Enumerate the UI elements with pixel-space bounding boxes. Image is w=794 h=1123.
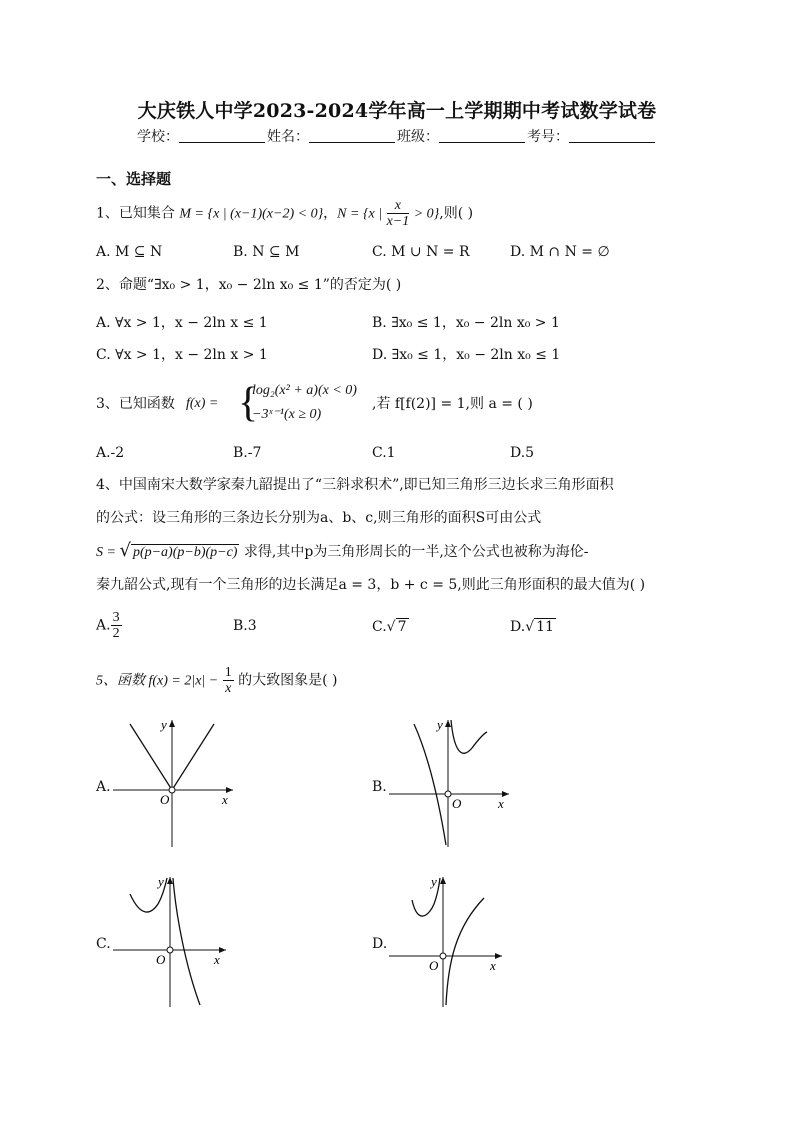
q5-graph-c[interactable] [108,872,248,1012]
q4-option-d-sqrt: √ [525,619,535,635]
q5-graph-b[interactable] [384,712,524,852]
q5-prefix: 5、函数 f(x) = 2|x| − [96,673,219,689]
q3-prefix: 3、已知函数 [96,396,175,412]
q3-option-a[interactable]: A.-2 [96,445,125,461]
q5-graph-d[interactable] [384,872,524,1012]
q5-option-c-label[interactable]: C. [96,936,111,952]
curve-right [451,720,487,753]
y-axis-arrow [440,877,446,884]
origin-label: O [452,796,462,811]
q4-line-3 [96,535,589,569]
q5-frac-den: x [225,681,232,696]
q5-option-d-label[interactable]: D. [372,936,388,952]
q1-option-d[interactable]: D. M ∩ N = ∅ [510,244,610,260]
q3-brace: { [238,380,259,426]
question-5-stem [96,665,338,696]
q4-option-c-label: C. [372,619,387,635]
q1-frac-den: x−1 [386,214,410,229]
name-label: 姓名： [267,129,309,145]
q4-line-2: 的公式：设三角形的三条边长分别为a、b、c,则三角形的面积S可由公式 [96,510,542,526]
number-label: 考号： [527,129,569,145]
q1-frac-num: x [387,198,410,214]
axis-x-label: x [214,952,220,967]
q5-suffix: 的大致图象是( ) [238,672,338,689]
question-2-stem: 2、命题“∃x₀ > 1，x₀ − 2ln x₀ ≤ 1”的否定为( ) [96,277,402,293]
q1-separator: ， [323,205,338,222]
q2-option-b[interactable]: B. ∃x₀ ≤ 1，x₀ − 2ln x₀ > 1 [372,315,560,331]
q1-option-b[interactable]: B. N ⊆ M [233,244,300,260]
q4-option-a-label: A. [96,617,111,634]
q4-option-c[interactable] [372,618,409,635]
exam-title: 大庆铁人中学2023-2024学年高一上学期期中考试数学试卷 [137,100,657,122]
q4-option-d-label: D. [510,619,526,635]
question-1-stem [96,198,473,229]
q5-graph-a[interactable] [108,712,248,852]
q5-option-a-label[interactable]: A. [96,779,111,795]
q4-option-b[interactable]: B.3 [233,618,257,634]
q1-set-m: M = {x | (x−1)(x−2) < 0} [179,206,324,222]
q2-option-a[interactable]: A. ∀x > 1，x − 2ln x ≤ 1 [96,315,268,331]
school-label: 学校： [137,129,179,145]
q4-formula-lhs: S = [96,545,120,560]
q1-set-n-end: > 0} [413,206,440,222]
x-axis-arrow [219,947,226,953]
q4-option-a-den: 2 [112,626,120,641]
q3-case-1: log₂(x² + a)(x < 0) [252,383,357,398]
curve-left [130,724,172,790]
q1-suffix: ,则( ) [439,205,474,222]
hollow-origin [167,947,173,953]
axis-y-label: y [431,874,437,889]
y-axis-arrow [169,720,175,727]
number-blank[interactable] [569,128,655,143]
q4-option-a[interactable] [96,610,122,641]
q4-sqrt-sign: √ [119,540,131,561]
y-axis-arrow [445,720,451,727]
student-info-line [0,126,794,146]
q4-option-c-sqrt: √ [386,619,396,635]
q1-set-n-start: N = {x | [337,206,383,222]
axis-x-label: x [498,796,504,811]
q4-option-a-num: 3 [112,610,120,625]
q4-line-4: 秦九韶公式,现有一个三角形的边长满足a = 3，b + c = 5,则此三角形面积的最大值为( ) [96,577,646,593]
section-heading: 一、选择题 [96,170,172,188]
hollow-origin [445,791,451,797]
hollow-origin [440,953,446,959]
q4-radicand: p(p−a)(p−b)(p−c) [132,545,238,560]
q1-fraction [387,198,410,229]
axis-x-label: x [222,792,228,807]
q5-option-b-label[interactable]: B. [372,779,387,795]
q3-case-2: −3ˣ⁻¹(x ≥ 0) [252,407,322,422]
q4-option-c-radicand: 7 [397,619,407,635]
q5-frac-num: 1 [224,665,232,680]
x-axis-arrow [495,953,502,959]
curve-right [172,724,214,790]
q4-option-d-radicand: 11 [536,619,554,635]
q4-option-d[interactable] [510,618,556,635]
q1-prefix: 1、已知集合 [96,205,175,222]
q3-function: f(x) = [186,396,219,411]
q3-option-d[interactable]: D.5 [510,445,535,461]
q3-suffix: ,若 f[f(2)] = 1,则 a = ( ) [372,396,533,412]
class-blank[interactable] [439,128,525,143]
class-label: 班级： [397,129,439,145]
origin-label: O [160,792,170,807]
school-blank[interactable] [179,128,265,143]
q4-line-3-tail: 求得,其中p为三角形周长的一半,这个公式也被称为海伦- [243,544,589,560]
origin-label: O [429,958,439,973]
curve-right [173,878,200,1005]
q1-option-c[interactable]: C. M ∪ N = R [372,244,470,260]
q2-option-d[interactable]: D. ∃x₀ ≤ 1，x₀ − 2ln x₀ ≤ 1 [372,347,561,363]
axis-y-label: y [161,717,167,732]
origin-label: O [156,952,166,967]
q2-option-c[interactable]: C. ∀x > 1，x − 2ln x > 1 [96,347,268,363]
curve-right [446,898,484,1005]
curve-left [414,724,446,845]
q1-option-a[interactable]: A. M ⊆ N [96,244,163,260]
q5-fraction [223,665,234,696]
y-axis-arrow [167,877,173,884]
axis-x-label: x [490,958,496,973]
axis-y-label: y [158,874,164,889]
name-blank[interactable] [309,128,395,143]
q4-line-1: 4、中国南宋大数学家秦九韶提出了“三斜求积术”,即已知三角形三边长求三角形面积 [96,477,614,493]
q3-option-c[interactable]: C.1 [372,445,396,461]
axis-y-label: y [437,717,443,732]
q4-option-a-fraction [111,610,122,641]
q3-option-b[interactable]: B.-7 [233,445,262,461]
hollow-origin [169,787,175,793]
